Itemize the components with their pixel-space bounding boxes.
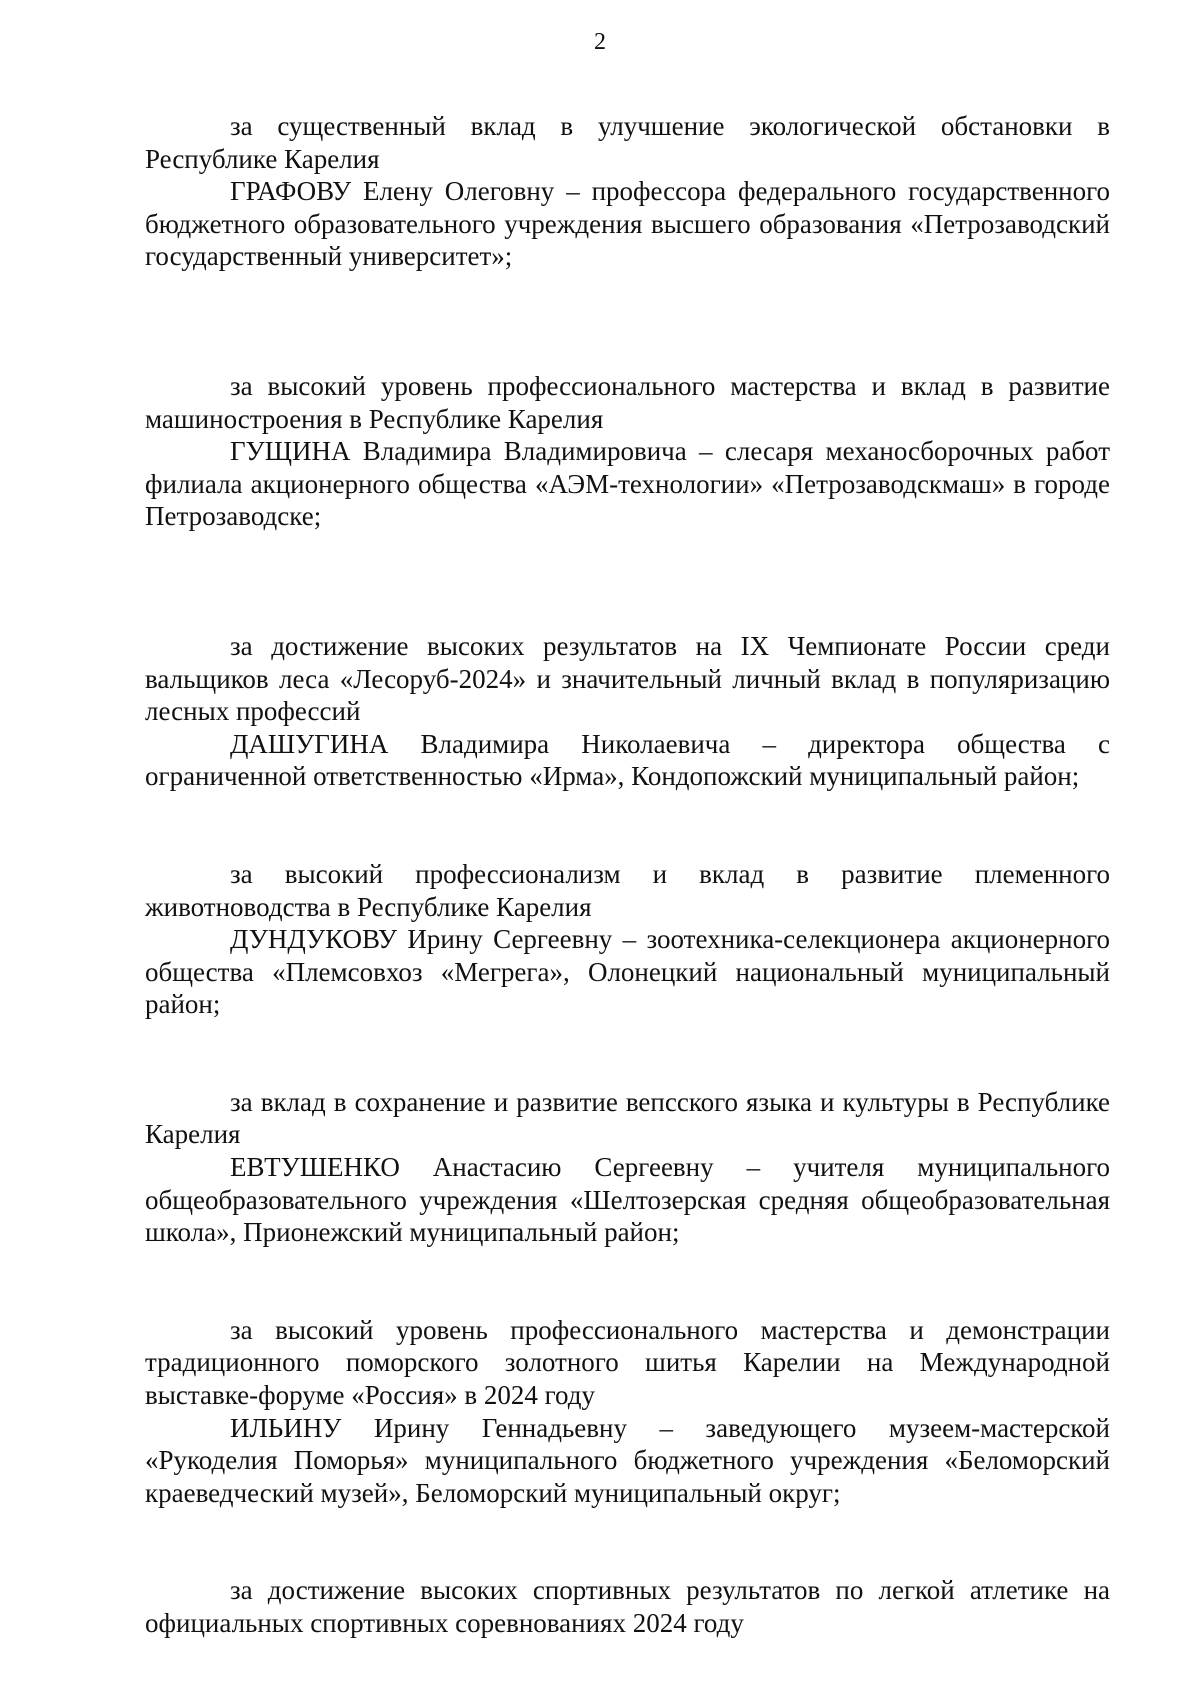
awardee-text: ДУНДУКОВУ Ирину Сергеевну – зоотехника-селекционера акционерного общества «Племсовхоз «Мегрега», Олонецкий национальный муниципальный район; — [145, 924, 1110, 1020]
awardee-text: ГУЩИНА Владимира Владимировича – слесаря механосборочных работ филиала акционерного общества «АЭМ-технологии» «Петрозаводскмаш» в городе Петрозаводске; — [145, 436, 1110, 532]
award-entry-gushchin — [145, 370, 1110, 533]
page-number: 2 — [594, 29, 606, 55]
award-entry-dundukova — [145, 858, 1110, 1021]
awardee-text: ДАШУГИНА Владимира Николаевича – директора общества с ограниченной ответственностью «Ирма», Кондопожский муниципальный район; — [145, 728, 1110, 792]
document-body — [145, 110, 1110, 1640]
award-entry-dashugin — [145, 630, 1110, 793]
award-entry-ilyina — [145, 1314, 1110, 1510]
award-reason: за высокий профессионализм и вклад в развитие племенного животноводства в Республике Карелия — [145, 858, 1110, 922]
award-reason: за достижение высоких результатов на IX Чемпионате России среди вальщиков леса «Лесоруб-2024» и значительный личный вклад в популяризацию лесных профессий — [145, 630, 1110, 727]
award-reason: за высокий уровень профессионального мастерства и демонстрации традиционного поморского золотного шитья Карелии на Международной выставке-форуме «Россия» в 2024 году — [145, 1314, 1110, 1411]
award-reason: за высокий уровень профессионального мастерства и вклад в развитие машиностроения в Республике Карелия — [145, 370, 1110, 434]
awardee-text: ЕВТУШЕНКО Анастасию Сергеевну – учителя муниципального общеобразовательного учреждения «Шелтозерская средняя общеобразовательная школа», Прионежский муниципальный район; — [145, 1152, 1110, 1248]
award-reason: за достижение высоких спортивных результатов по легкой атлетике на официальных спортивных соревнованиях 2024 году — [145, 1575, 1110, 1638]
award-entry-athletics — [145, 1574, 1110, 1639]
awardee-text: ИЛЬИНУ Ирину Геннадьевну – заведующего музеем-мастерской «Рукоделия Поморья» муниципального бюджетного учреждения «Беломорский краеведческий музей», Беломорский муниципальный округ; — [145, 1412, 1110, 1508]
award-reason: за вклад в сохранение и развитие вепсского языка и культуры в Республике Карелия — [145, 1086, 1110, 1150]
award-entry-evtushenko — [145, 1086, 1110, 1249]
award-reason: за существенный вклад в улучшение экологической обстановки в Республике Карелия — [145, 111, 1110, 174]
awardee-text: ГРАФОВУ Елену Олеговну – профессора федерального государственного бюджетного образовательного учреждения высшего образования «Петрозаводский государственный университет»; — [145, 176, 1110, 272]
award-entry-grafova — [145, 110, 1110, 273]
